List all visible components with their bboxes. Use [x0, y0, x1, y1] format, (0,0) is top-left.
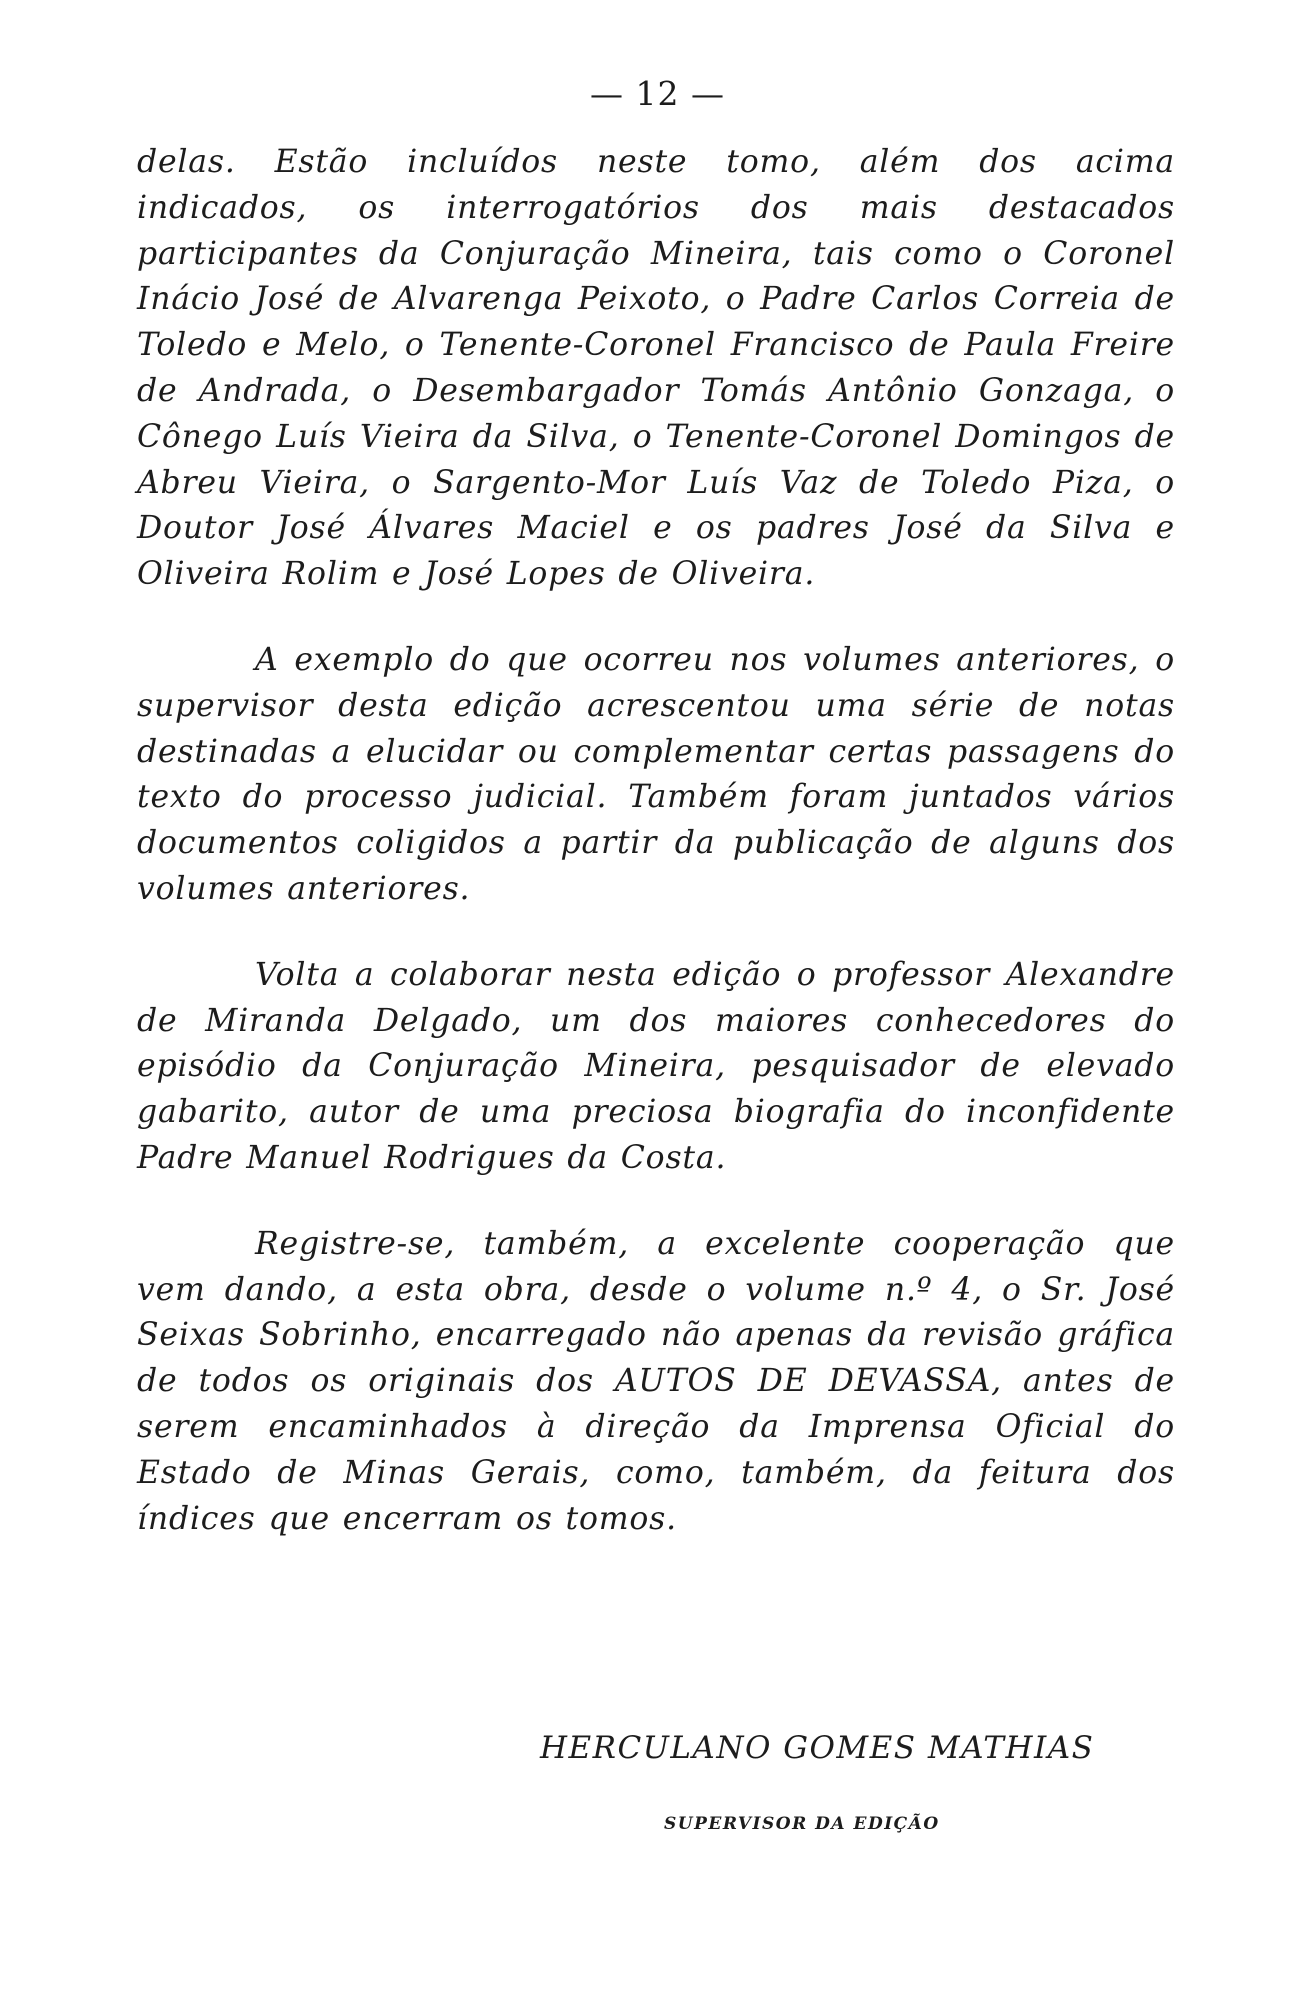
body-text [137, 140, 1175, 1582]
signature-role: SUPERVISOR DA EDIÇÃO [664, 1814, 940, 1834]
paragraph-notes: A exemplo do que ocorreu nos volumes anteriores, o supervisor desta edição acrescentou uma série de notas destinadas a elucidar ou complementar certas passagens do texto do processo judicial. Também foram juntados vários documentos coligidos a partir da publicação de alguns dos volumes anteriores. [137, 641, 1175, 907]
paragraph-collaborator: Volta a colaborar nesta edição o professor Alexandre de Miranda Delgado, um dos maiores conhecedores do episódio da Conjuração Mineira, pesquisador de elevado gabarito, autor de uma preciosa biografia do inconfidente Padre Manuel Rodrigues da Costa. [137, 956, 1175, 1176]
signature-name: HERCULANO GOMES MATHIAS [540, 1730, 1095, 1766]
paragraph-acknowledgement: Registre-se, também, a excelente cooperação que vem dando, a esta obra, desde o volume n.º 4, o Sr. José Seixas Sobrinho, encarregado não apenas da revisão gráfica de todos os originais dos AUTOS DE DEVASSA, antes de serem encaminhados à direção da Imprensa Oficial do Estado de Minas Gerais, como, também, da feitura dos índices que encerram os tomos. [137, 1225, 1175, 1537]
page-number: — 12 — [590, 74, 725, 113]
paragraph-continuation: delas. Estão incluídos neste tomo, além dos acima indicados, os interrogatórios dos mais destacados participantes da Conjuração Mineira, tais como o Coronel Inácio José de Alvarenga Peixoto, o Padre Carlos Correia de Toledo e Melo, o Tenente-Coronel Francisco de Paula Freire de Andrada, o Desembargador Tomás Antônio Gonzaga, o Cônego Luís Vieira da Silva, o Tenente-Coronel Domingos de Abreu Vieira, o Sargento-Mor Luís Vaz de Toledo Piza, o Doutor José Álvares Maciel e os padres José da Silva e Oliveira Rolim e José Lopes de Oliveira. [137, 144, 1175, 593]
